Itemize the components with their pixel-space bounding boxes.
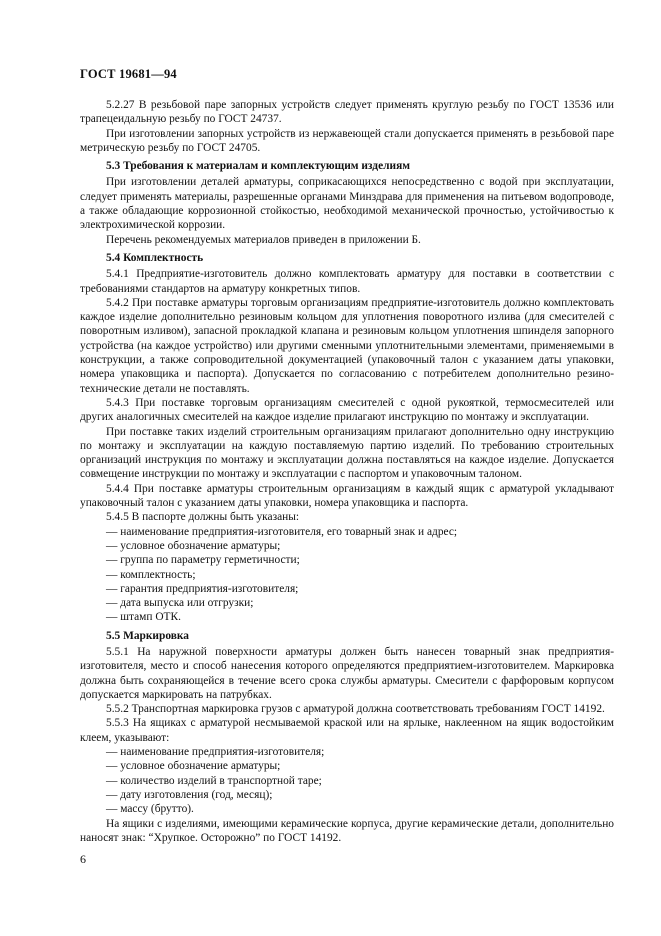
paragraph: 5.2.27 В резьбовой паре запорных устройств следует применять круглую резьбу по ГОСТ 13536 или трапецеидальную резьбу по ГОСТ 24737. (80, 99, 614, 126)
paragraph: 5.5.1 На наружной поверхности арматуры должен быть нанесен товарный знак предприятия-изготовителя, место и способ нанесения которого определяются предприятием-изготовителем. Маркировка должна быть сохраняющейся в течение всего срока службы арматуры. Смесители с фарфоровым корпусом допускается маркировать на патрубках. (80, 645, 614, 701)
paragraph: При изготовлении деталей арматуры, соприкасающихся непосредственно с водой при эксплуатации, следует применять материалы, разрешенные органами Минздрава для применения на питьевом водопроводе, а также обладающие коррозионной стойкостью, необходимой механической прочностью, устойчивостью к электрохимической коррозии. (80, 176, 614, 232)
paragraph: 5.5.3 На ящиках с арматурой несмываемой краской или на ярлыке, наклеенном на ящик водостойким клеем, указывают: (80, 717, 614, 744)
list-item: — группа по параметру герметичности; (106, 554, 300, 567)
paragraph: 5.4.3 При поставке торговым организациям смесителей с одной рукояткой, термосмесителей или других аналогичных смесителей на каждое изделие прилагают инструкцию по монтажу и эксплуатации. (80, 396, 614, 424)
document-body (80, 98, 614, 845)
paragraph: 5.4.1 Предприятие-изготовитель должно комплектовать арматуру для поставки в соответствии с требованиями стандартов на арматуру конкретных типов. (80, 268, 614, 295)
paragraph: 5.4.2 При поставке арматуры торговым организациям предприятие-изготовитель должно комплектовать каждое изделие дополнительно резиновым кольцом для уплотнения поворотного излива (для смесителей с поворотным изливом), запасной прокладкой клапана и резиновым кольцом уплотнения шпинделя запорного устройства (на каждое устройство) или другими сменными уплотнительными элементами, применяемыми в конструкции, а также сопроводительной документацией (упаковочный талон с указанием даты упаковки, номера упаковщика и паспорта). Допускается по согласованию с потребителем дополнительно резино-технические детали не поставлять. (80, 296, 614, 395)
list-item: — количество изделий в транспортной таре; (106, 774, 322, 787)
list-item: — гарантия предприятия-изготовителя; (106, 582, 299, 595)
list-item: — дата выпуска или отгрузки; (106, 597, 254, 610)
list-item: — дату изготовления (год, месяц); (106, 788, 273, 801)
list-item: — комплектность; (106, 568, 196, 581)
paragraph: 5.4.5 В паспорте должны быть указаны: (106, 511, 300, 524)
list-item: — наименование предприятия-изготовителя, его товарный знак и адрес; (106, 525, 458, 538)
section-heading: 5.4 Комплектность (106, 251, 204, 264)
list-item: — наименование предприятия-изготовителя; (106, 746, 325, 759)
section-heading: 5.5 Маркировка (106, 629, 189, 642)
document-header: ГОСТ 19681—94 (80, 67, 177, 81)
list-item: — массу (брутто). (106, 803, 194, 816)
paragraph: 5.4.4 При поставке арматуры строительным организациям в каждый ящик с арматурой укладывают упаковочный талон с указанием даты упаковки, номера упаковщика и паспорта. (80, 482, 614, 510)
list-item: — условное обозначение арматуры; (106, 760, 281, 773)
page-number: 6 (80, 852, 86, 866)
section-heading: 5.3 Требования к материалам и комплектующим изделиям (106, 160, 410, 173)
paragraph: При изготовлении запорных устройств из нержавеющей стали допускается применять в резьбовой паре метрическую резьбу по ГОСТ 24705. (80, 127, 614, 154)
paragraph: 5.5.2 Транспортная маркировка грузов с арматурой должна соответствовать требованиям ГОСТ 14192. (106, 703, 605, 716)
list-item: — штамп ОТК. (106, 611, 181, 624)
paragraph: На ящики с изделиями, имеющими керамические корпуса, другие керамические детали, дополнительно наносят знак: “Хрупкое. Осторожно” по ГОСТ 14192. (80, 817, 614, 844)
list-item: — условное обозначение арматуры; (106, 539, 281, 552)
paragraph: Перечень рекомендуемых материалов приведен в приложении Б. (106, 233, 421, 246)
paragraph: При поставке таких изделий строительным организациям прилагают дополнительно одну инструкцию по монтажу и эксплуатации на каждую поставляемую партию изделий. По требованию строительных организаций инструкция по монтажу и эксплуатации должна поставляться на каждое изделие. Допускается совмещение инструкции по монтажу и эксплуатации с паспортом и упаковочным талоном. (80, 425, 614, 481)
